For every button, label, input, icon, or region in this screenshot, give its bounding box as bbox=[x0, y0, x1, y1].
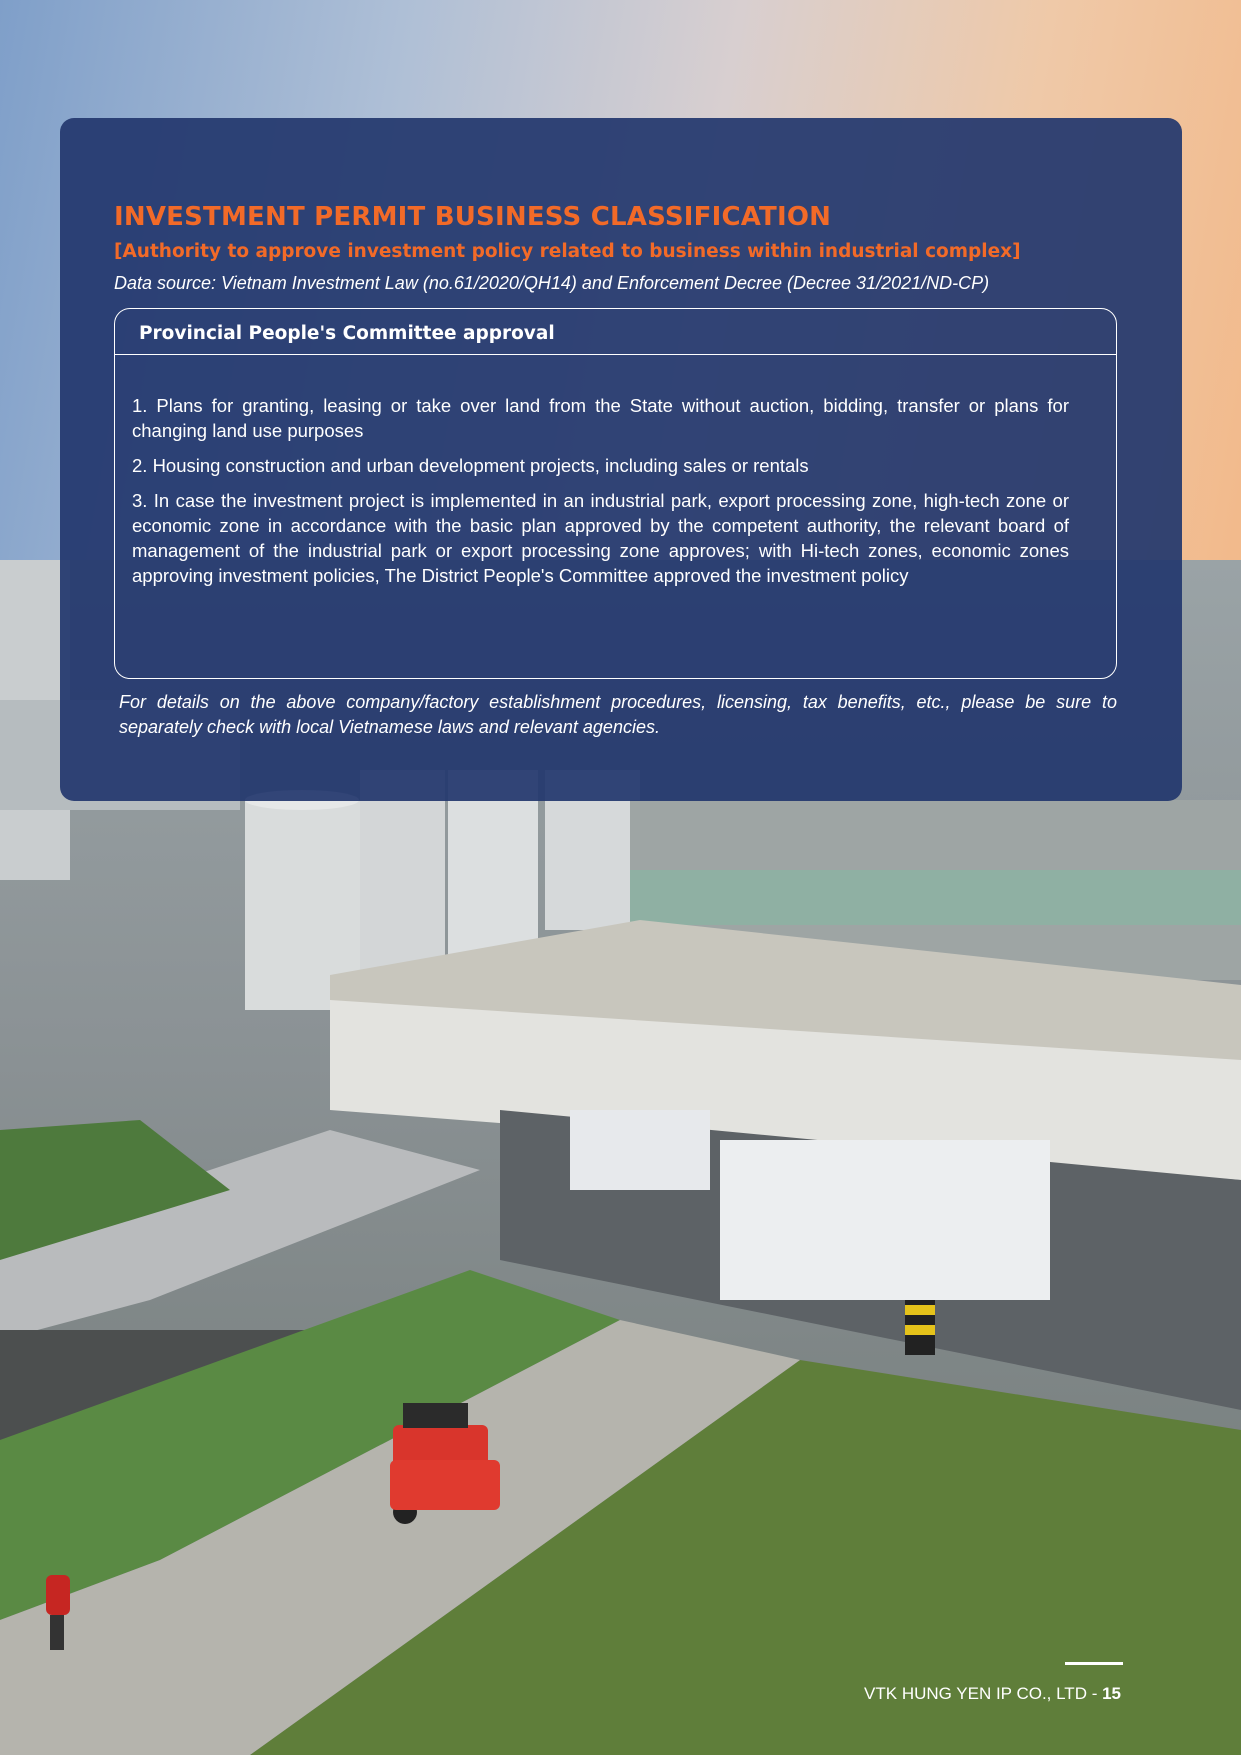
page-subtitle: [Authority to approve investment policy related to business within industrial complex] bbox=[114, 241, 1021, 262]
approval-items-list bbox=[132, 393, 1069, 598]
footer-company: VTK HUNG YEN IP CO., LTD - bbox=[864, 1684, 1103, 1703]
page-footer bbox=[864, 1684, 1121, 1704]
data-source: Data source: Vietnam Investment Law (no.61/2020/QH14) and Enforcement Decree (Decree 31/2021/ND-CP) bbox=[114, 273, 990, 293]
disclaimer-note: For details on the above company/factory establishment procedures, licensing, tax benefits, etc., please be sure to separately check with local Vietnamese laws and relevant agencies. bbox=[119, 692, 1117, 737]
page-title: INVESTMENT PERMIT BUSINESS CLASSIFICATION bbox=[114, 202, 832, 232]
list-item: 1. Plans for granting, leasing or take over land from the State without auction, bidding, transfer or plans for changing land use purposes bbox=[132, 395, 1069, 441]
approval-box-header bbox=[115, 309, 1116, 355]
list-item: 3. In case the investment project is implemented in an industrial park, export processing zone, high-tech zone or economic zone in accordance with the basic plan approved by the competent authority, the relevant board of management of the industrial park or export processing zone approves; with Hi-tech zones, economic zones approving investment policies, The District People's Committee approved the investment policy bbox=[132, 490, 1069, 586]
page-number: 15 bbox=[1102, 1684, 1121, 1703]
approval-box bbox=[114, 308, 1117, 679]
list-item: 2. Housing construction and urban development projects, including sales or rentals bbox=[132, 455, 809, 476]
footer-divider bbox=[1065, 1662, 1123, 1665]
approval-box-title: Provincial People's Committee approval bbox=[139, 323, 555, 344]
